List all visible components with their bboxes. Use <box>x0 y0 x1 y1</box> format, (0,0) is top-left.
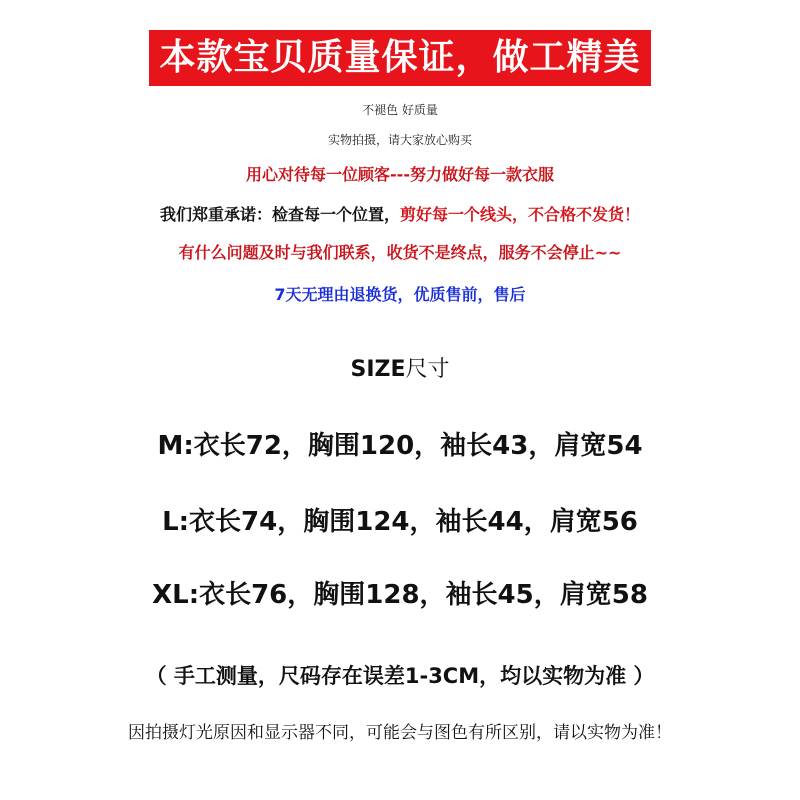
measurement-note: （ 手工测量，尺码存在误差1-3CM，均以实物为准 ） <box>145 664 655 688</box>
contact-slogan: 有什么问题及时与我们联系，收货不是终点，服务不会停止~~ <box>178 243 622 262</box>
real-photo-text: 实物拍摄，请大家放心购买 <box>327 133 472 147</box>
size-row-m: M:衣长72，胸围120，袖长43，肩宽54 <box>157 431 643 461</box>
no-fade-text: 不褪色 好质量 <box>362 103 438 117</box>
size-row-l: L:衣长74，胸围124，袖长44，肩宽56 <box>162 507 638 537</box>
quality-banner: 本款宝贝质量保证，做工精美 <box>149 30 650 86</box>
quality-promise <box>0 202 800 225</box>
return-policy: 7天无理由退换货，优质售前，售后 <box>274 285 526 304</box>
size-heading <box>0 352 800 383</box>
size-heading-cn: 尺寸 <box>405 357 450 382</box>
color-disclaimer: 因拍摄灯光原因和显示器不同，可能会与图色有所区别，请以实物为准！ <box>128 723 672 743</box>
promise-highlight: 剪好每一个线头，不合格不发货！ <box>400 205 641 224</box>
size-heading-en: SIZE <box>350 357 406 382</box>
quality-banner-row <box>0 30 800 88</box>
size-row-xl: XL:衣长76，胸围128，袖长45，肩宽58 <box>152 580 648 610</box>
service-slogan: 用心对待每一位顾客---努力做好每一款衣服 <box>246 165 554 184</box>
promise-prefix: 我们郑重承诺：检查每一个位置， <box>159 205 400 224</box>
